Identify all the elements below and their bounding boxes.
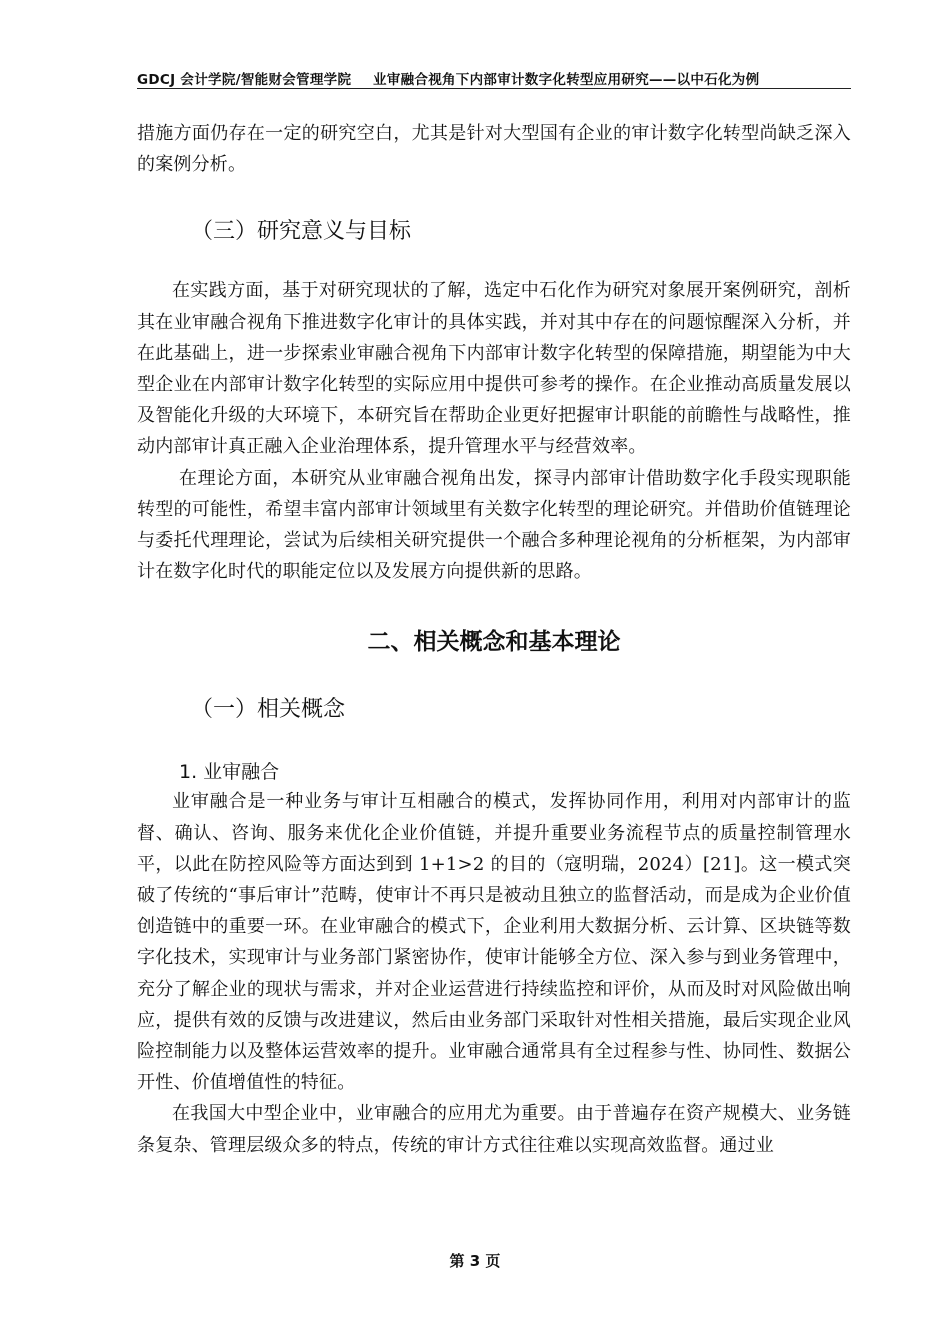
page-number: 第 3 页 <box>449 1252 501 1270</box>
item-heading-business-audit: 1. 业审融合 <box>179 761 280 784</box>
paragraph-practice: 在实践方面，基于对研究现状的了解，选定中石化作为研究对象展开案例研究，剖析其在业审融合视角下推进数字化审计的具体实践，并对其中存在的问题惊醒深入分析，并在此基础上，进一步探索业审融合视角下内部审计数字化转型的保障措施，期望能为中大型企业在内部审计数字化转型的实际应用中提供可参考的操作。在企业推动高质量发展以及智能化升级的大环境下，本研究旨在帮助企业更好把握审计职能的前瞻性与战略性，推动内部审计真正融入企业治理体系，提升管理水平与经营效率。 <box>137 280 851 458</box>
running-header <box>137 66 851 89</box>
header-title: 业审融合视角下内部审计数字化转型应用研究——以中石化为例 <box>373 72 760 88</box>
section-heading-chapter2: 二、相关概念和基本理论 <box>367 629 621 656</box>
paragraph-continued: 措施方面仍存在一定的研究空白，尤其是针对大型国有企业的审计数字化转型尚缺乏深入的案例分析。 <box>137 123 851 176</box>
subsection-heading-significance: （三）研究意义与目标 <box>191 219 412 245</box>
subsection-heading-concepts: （一）相关概念 <box>191 697 346 723</box>
paragraph-theory: 在理论方面，本研究从业审融合视角出发，探寻内部审计借助数字化手段实现职能转型的可能性，希望丰富内部审计领域里有关数字化转型的理论研究。并借助价值链理论与委托代理理论，尝试为后续相关研究提供一个融合多种理论视角的分析框架，为内部审计在数字化时代的职能定位以及发展方向提供新的思路。 <box>137 467 851 583</box>
page-body <box>137 118 851 1161</box>
paragraph-china: 在我国大中型企业中，业审融合的应用尤为重要。由于普遍存在资产规模大、业务链条复杂、管理层级众多的特点，传统的审计方式往往难以实现高效监督。通过业 <box>137 1103 851 1156</box>
paragraph-definition: 业审融合是一种业务与审计互相融合的模式，发挥协同作用，利用对内部审计的监督、确认、咨询、服务来优化企业价值链，并提升重要业务流程节点的质量控制管理水平，以此在防控风险等方面达到到 1+1>2 的目的（寇明瑞，2024）[21]。这一模式突破了传统的“事后审计”范畴，使审计不再只是被动且独立的监督活动，而是成为企业价值创造链中的重要一环。在业审融合的模式下，企业利用大数据分析、云计算、区块链等数字化技术，实现审计与业务部门紧密协作，使审计能够全方位、深入参与到业务管理中，充分了解企业的现状与需求，并对企业运营进行持续监控和评价，从而及时对风险做出响应，提供有效的反馈与改进建议，然后由业务部门采取针对性相关措施，最后实现企业风险控制能力以及整体运营效率的提升。业审融合通常具有全过程参与性、协同性、数据公开性、价值增值性的特征。 <box>137 791 851 1094</box>
header-institution: GDCJ 会计学院/智能财会管理学院 <box>137 72 352 88</box>
